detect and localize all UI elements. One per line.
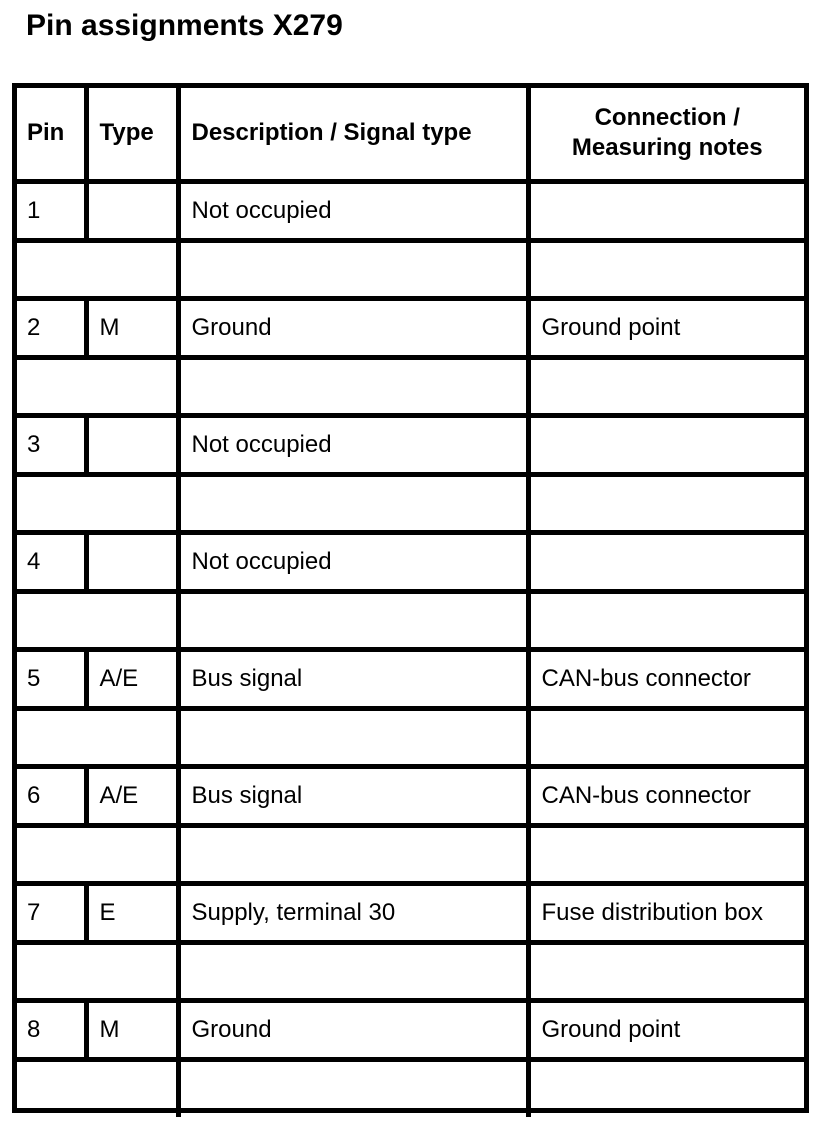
table-spacer-row [17, 1059, 804, 1117]
cell-description: Ground [178, 298, 528, 357]
cell-pin: 3 [17, 415, 86, 474]
spacer-cell [528, 591, 804, 649]
cell-description: Bus signal [178, 766, 528, 825]
cell-type [86, 415, 178, 474]
cell-connection [528, 415, 804, 474]
cell-connection: Fuse distribution box [528, 883, 804, 942]
table-row [17, 181, 804, 240]
spacer-cell [528, 708, 804, 766]
table-row [17, 766, 804, 825]
cell-description: Not occupied [178, 532, 528, 591]
spacer-cell [17, 591, 178, 649]
spacer-cell [17, 357, 178, 415]
spacer-cell [17, 240, 178, 298]
table-spacer-row [17, 942, 804, 1000]
spacer-cell [528, 825, 804, 883]
spacer-cell [178, 942, 528, 1000]
table-row [17, 298, 804, 357]
cell-type: A/E [86, 766, 178, 825]
pin-assignment-table [17, 88, 804, 1117]
cell-type: A/E [86, 649, 178, 708]
table-row [17, 649, 804, 708]
spacer-cell [528, 1059, 804, 1117]
spacer-cell [17, 1059, 178, 1117]
spacer-cell [178, 357, 528, 415]
spacer-cell [17, 825, 178, 883]
spacer-cell [178, 1059, 528, 1117]
table-spacer-row [17, 474, 804, 532]
header-connection-line1: Connection / [594, 104, 740, 132]
cell-description: Not occupied [178, 415, 528, 474]
pin-table-frame [12, 83, 809, 1113]
spacer-cell [178, 825, 528, 883]
cell-description: Ground [178, 1000, 528, 1059]
cell-type [86, 532, 178, 591]
table-row [17, 415, 804, 474]
table-spacer-row [17, 240, 804, 298]
cell-pin: 6 [17, 766, 86, 825]
page-title: Pin assignments X279 [26, 9, 343, 42]
spacer-cell [178, 591, 528, 649]
header-connection [528, 88, 804, 181]
cell-description: Supply, terminal 30 [178, 883, 528, 942]
cell-pin: 8 [17, 1000, 86, 1059]
cell-connection: Ground point [528, 1000, 804, 1059]
cell-type [86, 181, 178, 240]
cell-pin: 7 [17, 883, 86, 942]
spacer-cell [528, 474, 804, 532]
header-connection-line2: Measuring notes [571, 134, 763, 162]
spacer-cell [528, 942, 804, 1000]
spacer-cell [178, 474, 528, 532]
table-row [17, 883, 804, 942]
cell-connection: CAN-bus connector [528, 649, 804, 708]
spacer-cell [178, 708, 528, 766]
cell-connection: CAN-bus connector [528, 766, 804, 825]
spacer-cell [528, 357, 804, 415]
table-spacer-row [17, 825, 804, 883]
table-spacer-row [17, 591, 804, 649]
cell-description: Bus signal [178, 649, 528, 708]
spacer-cell [178, 240, 528, 298]
cell-connection: Ground point [528, 298, 804, 357]
cell-connection [528, 532, 804, 591]
cell-pin: 4 [17, 532, 86, 591]
spacer-cell [17, 474, 178, 532]
cell-type: M [86, 298, 178, 357]
cell-type: M [86, 1000, 178, 1059]
cell-type: E [86, 883, 178, 942]
header-type: Type [86, 88, 178, 181]
table-row [17, 532, 804, 591]
cell-pin: 1 [17, 181, 86, 240]
table-row [17, 1000, 804, 1059]
header-pin: Pin [17, 88, 86, 181]
spacer-cell [17, 708, 178, 766]
spacer-cell [17, 942, 178, 1000]
spacer-cell [528, 240, 804, 298]
table-spacer-row [17, 357, 804, 415]
cell-description: Not occupied [178, 181, 528, 240]
cell-pin: 5 [17, 649, 86, 708]
cell-pin: 2 [17, 298, 86, 357]
table-header-row [17, 88, 804, 181]
header-description: Description / Signal type [178, 88, 528, 181]
table-spacer-row [17, 708, 804, 766]
cell-connection [528, 181, 804, 240]
